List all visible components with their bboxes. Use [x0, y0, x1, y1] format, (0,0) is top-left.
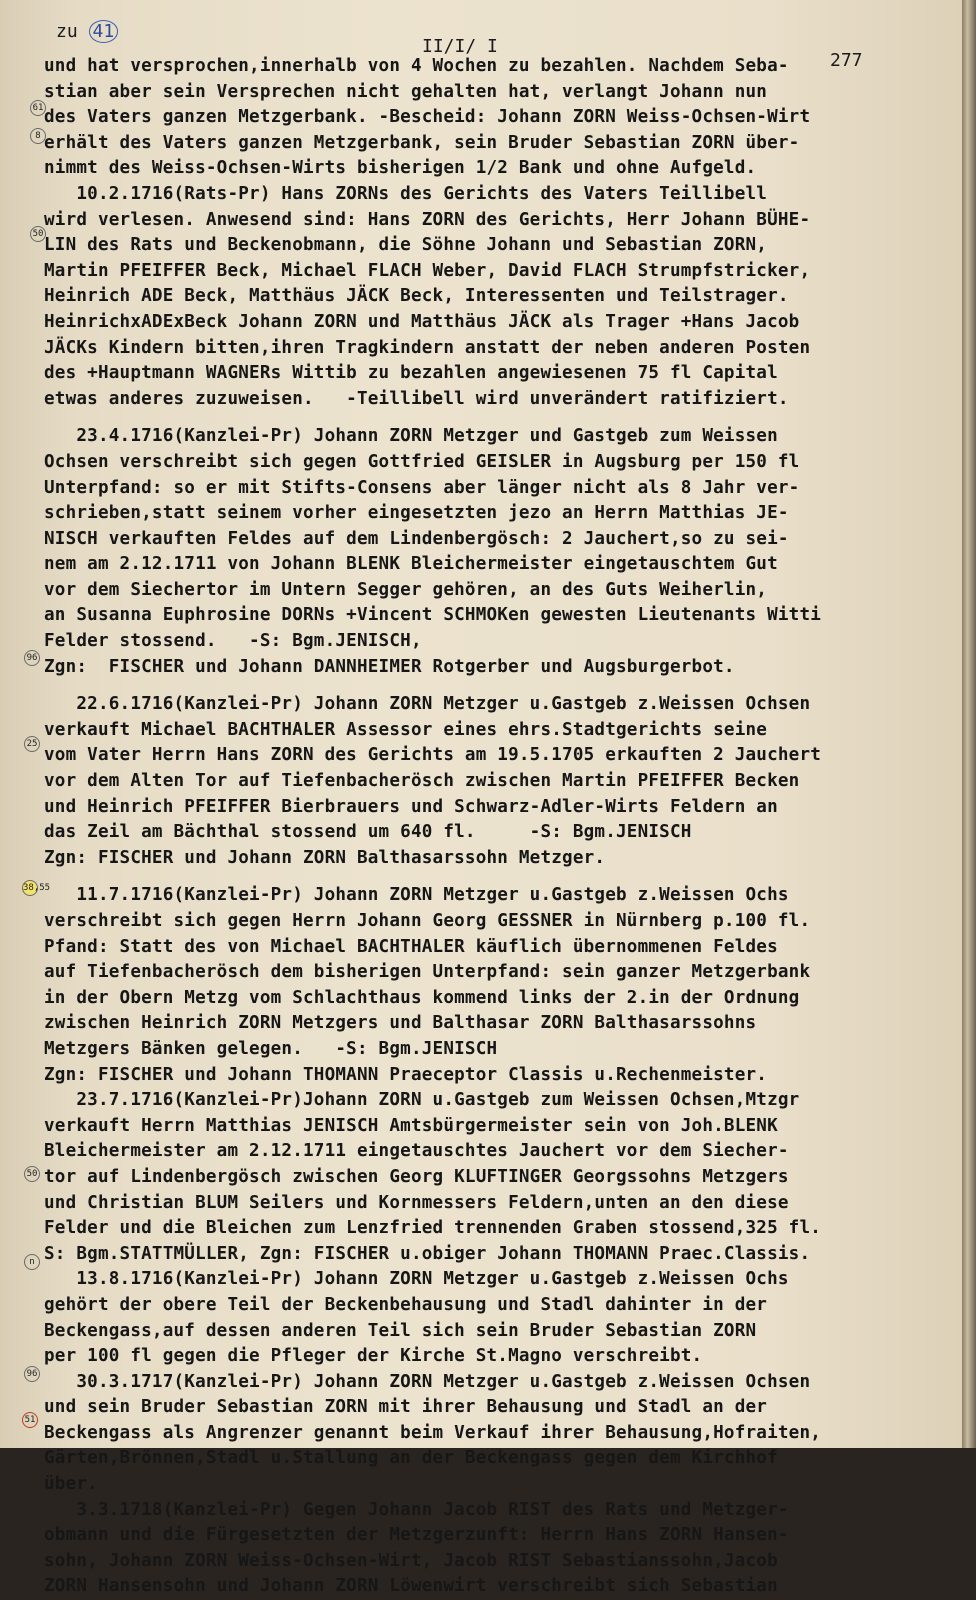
text-line: 3.3.1718(Kanzlei-Pr) Gegen Johann Jacob RIST des Rats und Metzger-	[44, 1499, 789, 1520]
text-line: etwas anderes zuzuweisen. -Teillibell wird unverändert ratifiziert.	[44, 388, 789, 409]
text-line: nimmt des Weiss-Ochsen-Wirts bisherigen 1/2 Bank und ohne Aufgeld.	[44, 158, 757, 179]
text-line: 10.2.1716(Rats-Pr) Hans ZORNs des Gerichts des Vaters Teillibell	[44, 183, 768, 204]
text-line: ZORN Hansensohn und Johann ZORN Löwenwirt verschreibt sich Sebastian	[44, 1576, 778, 1597]
margin-mark: n	[24, 1254, 40, 1270]
text-line: 23.7.1716(Kanzlei-Pr)Johann ZORN u.Gastgeb zum Weissen Ochsen,Mtzgr	[44, 1090, 800, 1111]
margin-mark: 25	[24, 736, 40, 752]
text-line: und hat versprochen,innerhalb von 4 Wochen zu bezahlen. Nachdem Seba-	[44, 56, 789, 76]
text-line: 22.6.1716(Kanzlei-Pr) Johann ZORN Metzger u.Gastgeb z.Weissen Ochsen	[44, 694, 811, 715]
paragraph-gap	[44, 871, 949, 883]
text-line: und sein Bruder Sebastian ZORN mit ihrer Behausung und Stadl an der	[44, 1397, 768, 1418]
reference-prefix: zu	[56, 21, 78, 42]
paragraph-gap	[44, 412, 949, 424]
paragraph-gap	[44, 680, 949, 692]
text-line: nem am 2.12.1711 von Johann BLENK Bleichermeister eingetauschtem Gut	[44, 554, 778, 575]
book-page-edge	[962, 0, 976, 1448]
text-line: Beckengass als Angrenzer genannt beim Verkauf ihrer Behausung,Hofraiten,	[44, 1422, 822, 1443]
text-line: 23.4.1716(Kanzlei-Pr) Johann ZORN Metzger und Gastgeb zum Weissen	[44, 426, 778, 447]
text-line: das Zeil am Bächthal stossend um 640 fl. -S: Bgm.JENISCH	[44, 822, 692, 843]
margin-mark: 50	[30, 226, 46, 242]
text-line: an Susanna Euphrosine DORNs +Vincent SCHMOKen gewesten Lieutenants Witti	[44, 605, 822, 626]
reference-number: 41	[89, 20, 119, 43]
text-line: schrieben,statt seinem vorher eingesetzten jezo an Herrn Matthias JE-	[44, 503, 789, 524]
text-line: gehört der obere Teil der Beckenbehausung und Stadl dahinter in der	[44, 1294, 768, 1315]
text-line: verkauft Herrn Matthias JENISCH Amtsbürgermeister sein von Joh.BLENK	[44, 1115, 778, 1136]
text-line: obmann und die Fürgesetzten der Metzgerzunft: Herrn Hans ZORN Hansen-	[44, 1525, 789, 1546]
margin-mark: 38,55	[22, 880, 38, 896]
margin-mark: 96	[24, 650, 40, 666]
text-line: und Christian BLUM Seilers und Kornmessers Feldern,unten an den diese	[44, 1192, 789, 1213]
text-line: NISCH verkauften Feldes auf dem Lindenbergösch: 2 Jauchert,so zu sei-	[44, 528, 789, 549]
text-line: Felder und die Bleichen zum Lenzfried trennenden Graben stossend,325 fl.	[44, 1218, 822, 1239]
text-line: LIN des Rats und Beckenobmann, die Söhne Johann und Sebastian ZORN,	[44, 235, 768, 256]
text-line: des +Hauptmann WAGNERs Wittib zu bezahlen angewiesenen 75 fl Capital	[44, 363, 778, 384]
text-line: Zgn: FISCHER und Johann THOMANN Praeceptor Classis u.Rechenmeister.	[44, 1064, 768, 1085]
margin-mark: 8	[30, 128, 46, 144]
page-reference	[56, 20, 118, 43]
text-line: Metzgers Bänken gelegen. -S: Bgm.JENISCH	[44, 1038, 498, 1059]
text-line: vor dem Siechertor im Untern Segger gehören, an des Guts Weiherlin,	[44, 579, 768, 600]
text-line: auf Tiefenbacherösch dem bisherigen Unterpfand: sein ganzer Metzgerbank	[44, 962, 811, 983]
text-line: 30.3.1717(Kanzlei-Pr) Johann ZORN Metzger u.Gastgeb z.Weissen Ochsen	[44, 1371, 811, 1392]
text-line: per 100 fl gegen die Pfleger der Kirche St.Magno verschreibt.	[44, 1346, 703, 1367]
text-line: tor auf Lindenbergösch zwischen Georg KLUFTINGER Georgssohns Metzgers	[44, 1166, 789, 1187]
text-line: vor dem Alten Tor auf Tiefenbacherösch zwischen Martin PFEIFFER Becken	[44, 771, 800, 792]
text-line: Zgn: FISCHER und Johann ZORN Balthasarssohn Metzger.	[44, 847, 606, 868]
text-line: JÄCKs Kindern bitten,ihren Tragkindern anstatt der neben anderen Posten	[44, 337, 811, 358]
text-line: Martin PFEIFFER Beck, Michael FLACH Weber, David FLACH Strumpfstricker,	[44, 260, 811, 281]
text-line: zwischen Heinrich ZORN Metzgers und Balthasar ZORN Balthasarssohns	[44, 1013, 757, 1034]
text-line: wird verlesen. Anwesend sind: Hans ZORN des Gerichts, Herr Johann BÜHE-	[44, 209, 811, 230]
text-line: und Heinrich PFEIFFER Bierbrauers und Schwarz-Adler-Wirts Feldern an	[44, 796, 778, 817]
text-line: Pfand: Statt des von Michael BACHTHALER käuflich übernommenen Feldes	[44, 936, 778, 957]
text-line: Bleichermeister am 2.12.1711 eingetauschtes Jauchert vor dem Siecher-	[44, 1141, 789, 1162]
document-code: II/I/ I	[422, 36, 498, 57]
text-line: 13.8.1716(Kanzlei-Pr) Johann ZORN Metzger u.Gastgeb z.Weissen Ochs	[44, 1269, 789, 1290]
text-line: verkauft Michael BACHTHALER Assessor eines ehrs.Stadtgerichts seine	[44, 719, 768, 740]
text-line: sohn, Johann ZORN Weiss-Ochsen-Wirt, Jacob RIST Sebastianssohn,Jacob	[44, 1550, 778, 1571]
text-line: vom Vater Herrn Hans ZORN des Gerichts am 19.5.1705 erkauften 2 Jauchert	[44, 745, 822, 766]
text-line: Heinrich ADE Beck, Matthäus JÄCK Beck, Interessenten und Teilstrager.	[44, 286, 789, 307]
text-line: Ochsen verschreibt sich gegen Gottfried GEISLER in Augsburg per 150 fl	[44, 451, 800, 472]
text-line: Gärten,Brönnen,Stadl u.Stallung an der Beckengass gegen dem Kirchhof	[44, 1448, 778, 1469]
text-line: erhält des Vaters ganzen Metzgerbank, sein Bruder Sebastian ZORN über-	[44, 132, 800, 153]
text-line: des Vaters ganzen Metzgerbank. -Bescheid: Johann ZORN Weiss-Ochsen-Wirt	[44, 107, 811, 128]
text-line: Zgn: FISCHER und Johann DANNHEIMER Rotgerber und Augsburgerbot.	[44, 656, 735, 677]
text-line: stian aber sein Versprechen nicht gehalten hat, verlangt Johann nun	[44, 81, 768, 102]
margin-mark: 50	[24, 1166, 40, 1182]
document-text	[44, 54, 949, 1600]
margin-mark: 96	[24, 1366, 40, 1382]
text-line: in der Obern Metzg vom Schlachthaus kommend links der 2.in der Ordnung	[44, 987, 800, 1008]
text-line: Beckengass,auf dessen anderen Teil sich sein Bruder Sebastian ZORN	[44, 1320, 757, 1341]
text-line: 11.7.1716(Kanzlei-Pr) Johann ZORN Metzger u.Gastgeb z.Weissen Ochs	[44, 885, 789, 906]
text-line: S: Bgm.STATTMÜLLER, Zgn: FISCHER u.obiger Johann THOMANN Praec.Classis.	[44, 1243, 811, 1264]
text-line: verschreibt sich gegen Herrn Johann Georg GESSNER in Nürnberg p.100 fl.	[44, 911, 811, 931]
margin-mark: 61	[30, 100, 46, 116]
text-line: über.	[44, 1474, 98, 1495]
page-number: 277	[830, 50, 863, 71]
text-line: Felder stossend. -S: Bgm.JENISCH,	[44, 631, 422, 652]
text-line: HeinrichxADExBeck Johann ZORN und Matthäus JÄCK als Trager +Hans Jacob	[44, 311, 800, 332]
text-line: Unterpfand: so er mit Stifts-Consens aber länger nicht als 8 Jahr ver-	[44, 477, 800, 498]
margin-mark: 51	[22, 1412, 38, 1428]
